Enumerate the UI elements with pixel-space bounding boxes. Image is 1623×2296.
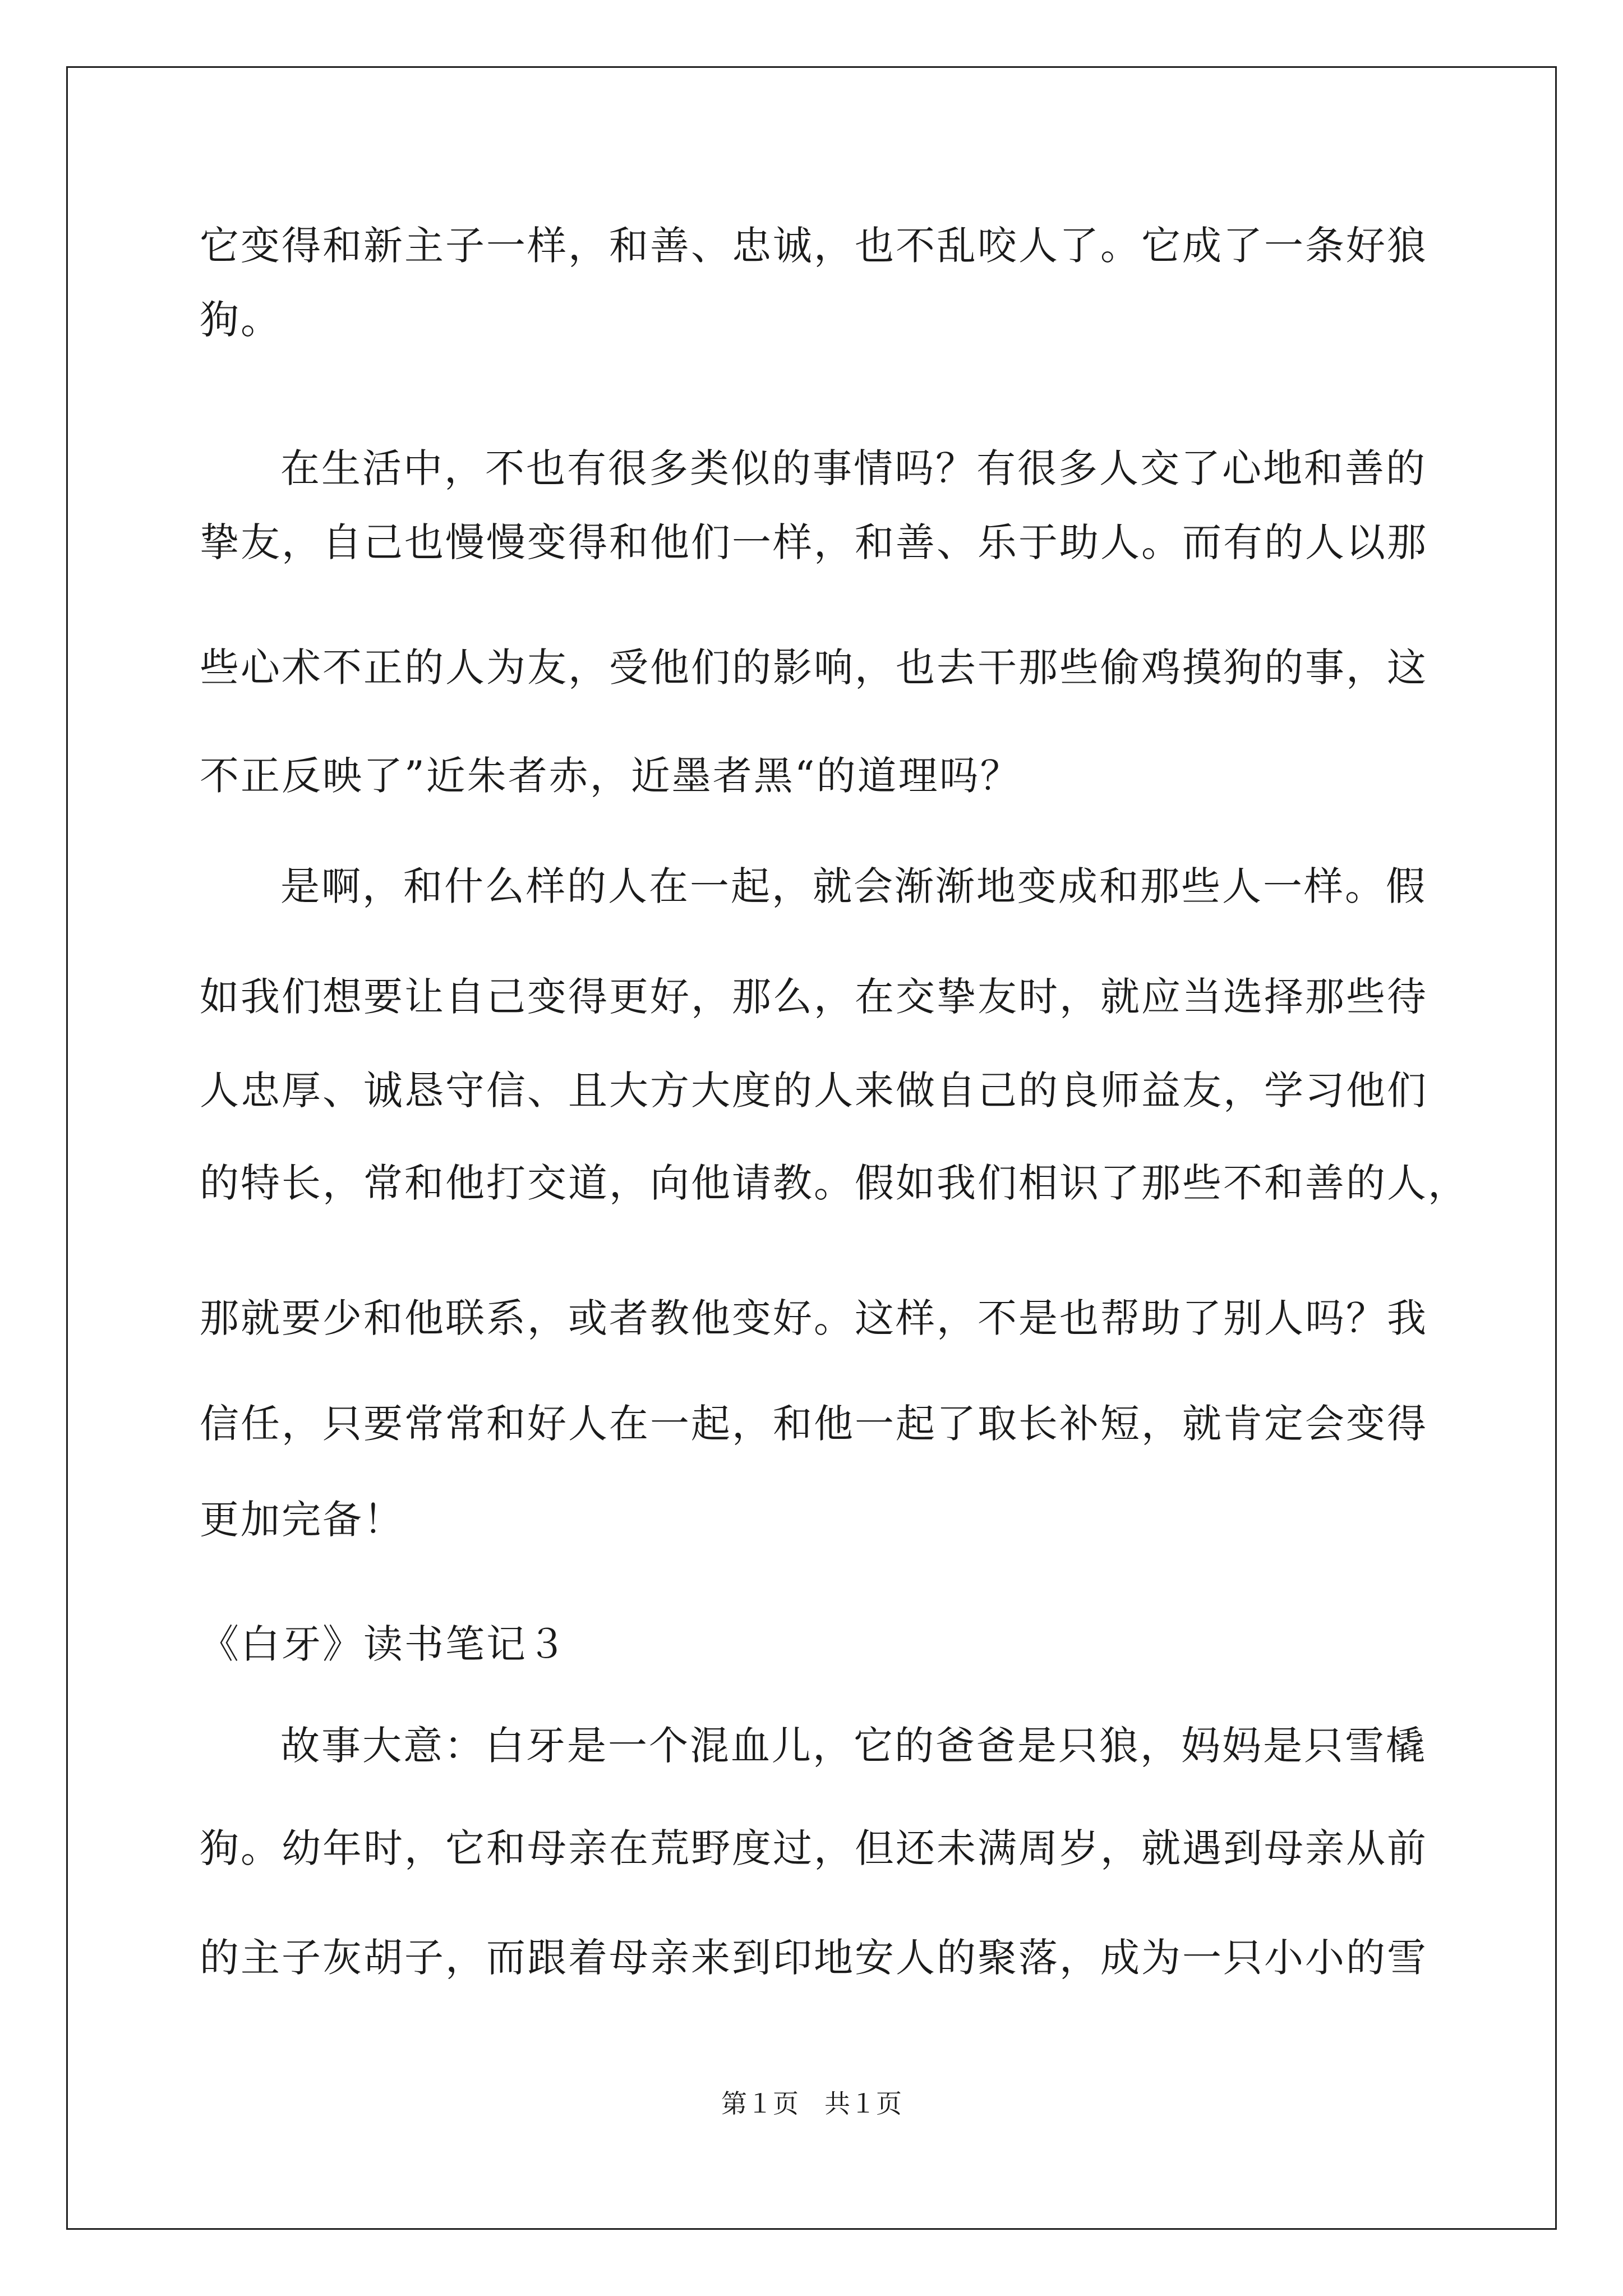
text-line: 如我们想要让自己变得更好，那么，在交挚友时，就应当选择那些待 <box>200 974 1428 1020</box>
text-line: 那就要少和他联系，或者教他变好。这样，不是也帮助了别人吗？我 <box>200 1295 1428 1341</box>
text-line: 它变得和新主子一样，和善、忠诚，也不乱咬人了。它成了一条好狼 <box>200 223 1428 269</box>
text-line: 狗。幼年时，它和母亲在荒野度过，但还未满周岁，就遇到母亲从前 <box>200 1825 1428 1871</box>
text-line: 的特长，常和他打交道，向他请教。假如我们相识了那些不和善的人， <box>200 1160 1469 1206</box>
page-border <box>66 66 1557 2230</box>
text-line: 是啊，和什么样的人在一起，就会渐渐地变成和那些人一样。假 <box>280 863 1427 909</box>
text-line: 人忠厚、诚恳守信、且大方大度的人来做自己的良师益友，学习他们 <box>200 1068 1428 1114</box>
text-line: 不正反映了”近朱者赤，近墨者黑“的道理吗？ <box>200 753 1021 799</box>
section-heading: 《白牙》读书笔记３ <box>200 1621 568 1667</box>
text-line: 故事大意：白牙是一个混血儿，它的爸爸是只狼，妈妈是只雪橇 <box>280 1723 1427 1769</box>
text-line: 在生活中，不也有很多类似的事情吗？有很多人交了心地和善的 <box>280 445 1427 491</box>
page-footer: 第１页 共１页 <box>721 2088 902 2119</box>
text-line: 信任，只要常常和好人在一起，和他一起了取长补短，就肯定会变得 <box>200 1401 1428 1447</box>
text-line: 狗。 <box>200 297 282 343</box>
text-line: 挚友，自己也慢慢变得和他们一样，和善、乐于助人。而有的人以那 <box>200 519 1428 565</box>
text-line: 些心术不正的人为友，受他们的影响，也去干那些偷鸡摸狗的事，这 <box>200 645 1428 691</box>
text-line: 更加完备！ <box>200 1497 404 1543</box>
text-line: 的主子灰胡子，而跟着母亲来到印地安人的聚落，成为一只小小的雪 <box>200 1935 1428 1981</box>
